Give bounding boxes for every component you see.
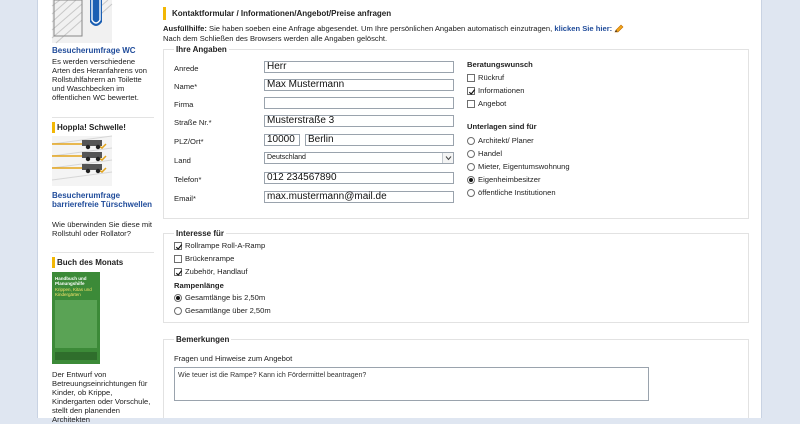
checkbox-label[interactable]: Rollrampe Roll-A-Ramp	[185, 241, 266, 250]
docs-heading: Unterlagen sind für	[467, 122, 537, 131]
personal-data-section	[163, 45, 749, 219]
threshold-text: Wie überwinden Sie diese mit Rollstuhl oder Rollator?	[52, 220, 153, 238]
street-field[interactable]: Musterstraße 3	[264, 115, 454, 127]
street-label: Straße Nr.*	[174, 118, 212, 127]
threshold-heading: Hoppla! Schwelle!	[52, 122, 154, 133]
radio-label[interactable]: Gesamtlänge über 2,50m	[185, 306, 271, 315]
book-text: Der Entwurf von Betreuungseinrichtungen für Kinder, ob Krippe, Kindergarten oder Vorschule, stellt den planenden Architekten	[52, 370, 151, 424]
checkbox[interactable]	[467, 74, 475, 82]
checkbox[interactable]	[174, 242, 182, 250]
city-label: PLZ/Ort*	[174, 137, 204, 146]
city-field[interactable]: Berlin	[305, 134, 454, 146]
remarks-label: Fragen und Hinweise zum Angebot	[174, 354, 293, 363]
survey-wc-text: Es werden verschiedene Arten des Heranfahrens von Rollstuhlfahrern an Toilette und Waschbecken im öffentlichen WC bewertet.	[52, 57, 147, 102]
hint-line2: Nach dem Schließen des Browsers werden alle Angaben gelöscht.	[163, 34, 388, 43]
checkbox[interactable]	[174, 268, 182, 276]
email-field[interactable]: max.mustermann@mail.de	[264, 191, 454, 203]
company-field[interactable]	[264, 97, 454, 109]
company-label: Firma	[174, 100, 194, 109]
page	[37, 0, 762, 424]
radio-button[interactable]	[467, 176, 475, 184]
salutation-field[interactable]: Herr	[264, 61, 454, 73]
main-content	[163, 0, 753, 418]
radio-button[interactable]	[174, 294, 182, 302]
radio-button[interactable]	[467, 150, 475, 158]
autofill-link[interactable]: klicken Sie hier:	[554, 24, 613, 33]
checkbox-label[interactable]: Informationen	[478, 86, 525, 95]
interest-legend: Interesse für	[176, 229, 225, 238]
survey-wc-image[interactable]	[52, 0, 112, 43]
radio-label[interactable]: Gesamtlänge bis 2,50m	[185, 293, 266, 302]
salutation-label: Anrede	[174, 64, 199, 73]
sidebar	[52, 0, 154, 424]
phone-field[interactable]: 012 234567890	[264, 172, 454, 184]
phone-label: Telefon*	[174, 175, 202, 184]
chevron-down-icon[interactable]	[442, 153, 453, 163]
sidebar-divider	[52, 252, 154, 253]
radio-button[interactable]	[467, 189, 475, 197]
book-cover-subtitle: Krippen, Kitas und Kindergärten	[55, 287, 92, 297]
country-value: Deutschland	[267, 154, 306, 161]
consult-heading: Beratungswunsch	[467, 60, 533, 69]
name-label: Name*	[174, 82, 198, 91]
country-label: Land	[174, 156, 191, 165]
autofill-hint	[163, 24, 753, 44]
pencil-icon[interactable]	[614, 25, 624, 33]
radio-button[interactable]	[467, 137, 475, 145]
hint-label: Ausfüllhilfe:	[163, 24, 207, 33]
radio-button[interactable]	[467, 163, 475, 171]
zip-field[interactable]: 10000	[264, 134, 300, 146]
checkbox[interactable]	[467, 100, 475, 108]
radio-label[interactable]: Handel	[478, 149, 503, 158]
name-field[interactable]: Max Mustermann	[264, 79, 454, 91]
interest-section	[163, 229, 749, 323]
country-select[interactable]	[264, 152, 454, 164]
ramp-length-heading: Rampenlänge	[174, 281, 224, 290]
checkbox-label[interactable]: Zubehör, Handlauf	[185, 267, 248, 276]
book-cover-image[interactable]	[52, 272, 100, 364]
remarks-legend: Bemerkungen	[176, 335, 230, 344]
radio-label[interactable]: Architekt/ Planer	[478, 136, 534, 145]
remarks-textarea[interactable]: Wie teuer ist die Rampe? Kann ich Fördermittel beantragen?	[174, 367, 649, 401]
threshold-image[interactable]	[52, 136, 112, 186]
radio-label[interactable]: Eigenheimbesitzer	[478, 175, 541, 184]
checkbox-label[interactable]: Angebot	[478, 99, 507, 108]
threshold-title[interactable]: Besucherumfrage barrierefreie Türschwellen	[52, 191, 153, 209]
radio-label[interactable]: Mieter, Eigentumswohnung	[478, 162, 570, 171]
book-cover-title: Handbuch und Planungshilfe	[55, 276, 87, 286]
radio-label[interactable]: öffentliche Institutionen	[478, 188, 556, 197]
survey-wc-title[interactable]: Besucherumfrage WC	[52, 46, 136, 55]
remarks-section	[163, 335, 749, 418]
checkbox-label[interactable]: Brückenrampe	[185, 254, 235, 263]
book-heading: Buch des Monats	[52, 257, 154, 268]
sidebar-divider	[52, 117, 154, 118]
radio-button[interactable]	[174, 307, 182, 315]
hint-text: Sie haben soeben eine Anfrage abgesendet. Um Ihre persönlichen Angaben automatisch einzutragen,	[209, 24, 553, 33]
page-title: Kontaktformular / Informationen/Angebot/Preise anfragen	[163, 7, 753, 20]
personal-legend: Ihre Angaben	[176, 45, 227, 54]
checkbox[interactable]	[174, 255, 182, 263]
checkbox-label[interactable]: Rückruf	[478, 73, 505, 82]
checkbox[interactable]	[467, 87, 475, 95]
email-label: Email*	[174, 194, 196, 203]
